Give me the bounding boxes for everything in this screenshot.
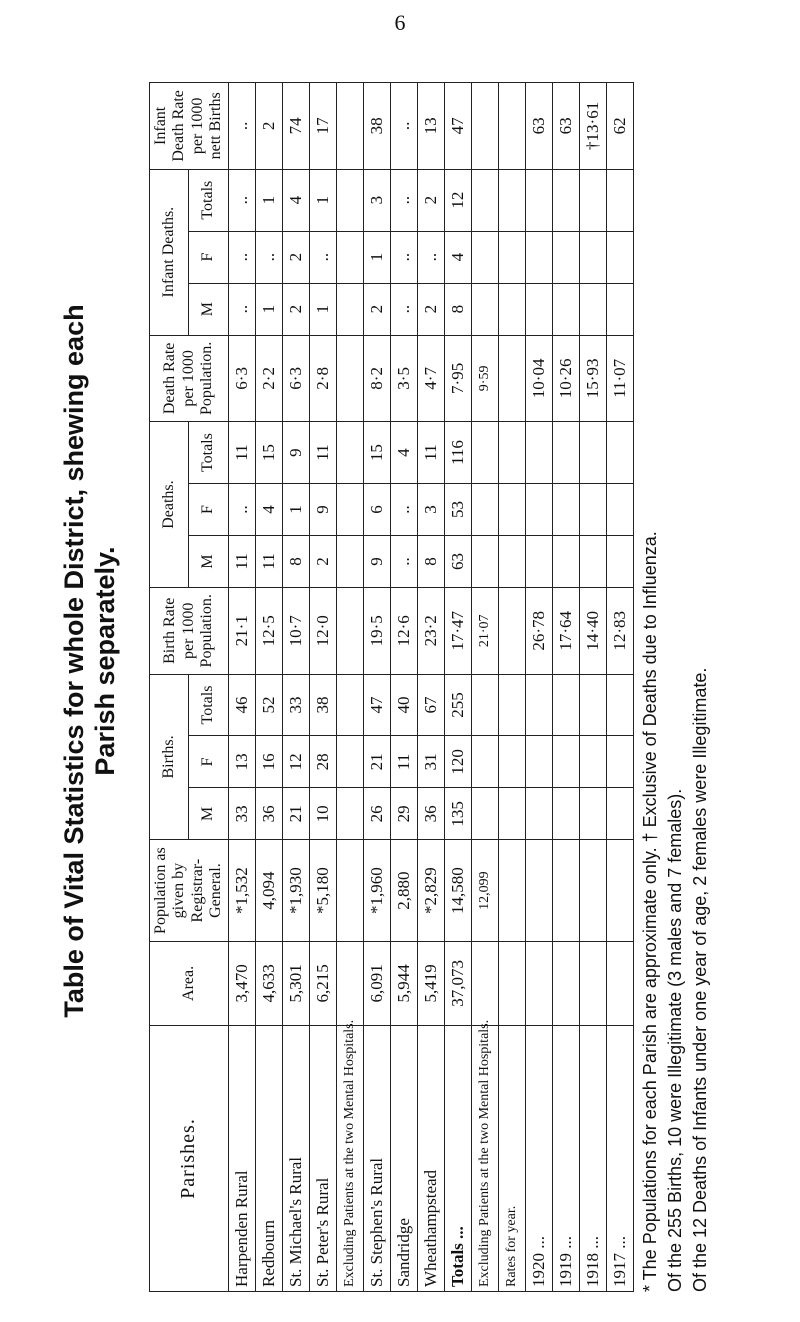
cell-death-rate (336, 335, 363, 422)
cell-parish: Excluding Patients at the two Mental Hospitals. (336, 1025, 363, 1291)
cell-deaths-m (606, 536, 633, 588)
cell-deaths-f (552, 484, 579, 536)
cell-birth-rate: 12·0 (309, 587, 336, 674)
cell-population (525, 840, 552, 941)
cell-birth-rate: 14·40 (579, 587, 606, 674)
cell-births-f (336, 736, 363, 788)
cell-infant-f: 4 (444, 231, 471, 283)
footnote-births: Of the 255 Births, 10 were Illegitimate (3 males and 7 females). (665, 788, 685, 1292)
cell-births-t: 46 (228, 674, 255, 736)
cell-infant-rate: 62 (606, 83, 633, 170)
cell-infant-rate: 13 (417, 83, 444, 170)
cell-deaths-t (336, 422, 363, 484)
cell-infant-m: .. (228, 283, 255, 335)
cell-area: 6,091 (363, 941, 390, 1025)
cell-deaths-m: 11 (228, 536, 255, 588)
cell-infant-rate: 63 (525, 83, 552, 170)
cell-births-t (552, 674, 579, 736)
cell-births-f (471, 736, 498, 788)
cell-deaths-t: 11 (228, 422, 255, 484)
cell-births-f (498, 736, 525, 788)
cell-infant-f (336, 231, 363, 283)
table-body (228, 83, 633, 1292)
cell-infant-m (552, 283, 579, 335)
cell-infant-t (471, 169, 498, 231)
cell-births-m (606, 788, 633, 840)
cell-infant-f: .. (255, 231, 282, 283)
cell-births-m (471, 788, 498, 840)
cell-births-f: 12 (282, 736, 309, 788)
cell-population (606, 840, 633, 941)
cell-births-f: 21 (363, 736, 390, 788)
cell-infant-t (498, 169, 525, 231)
cell-deaths-f (471, 484, 498, 536)
table-row (525, 83, 552, 1292)
cell-area: 4,633 (255, 941, 282, 1025)
cell-parish: Excluding Patients at the two Mental Hospitals. (471, 1025, 498, 1291)
cell-death-rate: 9·59 (471, 335, 498, 422)
cell-area (498, 941, 525, 1025)
header-birth-rate: Birth Rate per 1000 Population. (150, 587, 229, 674)
cell-population: *1,532 (228, 840, 255, 941)
cell-infant-rate: .. (228, 83, 255, 170)
header-deaths-totals: Totals (189, 422, 228, 484)
cell-infant-f: 1 (363, 231, 390, 283)
cell-infant-t: 2 (417, 169, 444, 231)
cell-births-t: 47 (363, 674, 390, 736)
cell-infant-m (579, 283, 606, 335)
cell-infant-rate: †13·61 (579, 83, 606, 170)
cell-deaths-t: 11 (417, 422, 444, 484)
cell-infant-t (525, 169, 552, 231)
cell-births-m (336, 788, 363, 840)
cell-infant-f (471, 231, 498, 283)
header-infant-totals: Totals (189, 169, 228, 231)
cell-births-m: 26 (363, 788, 390, 840)
cell-deaths-f: .. (390, 484, 417, 536)
cell-deaths-t: 9 (282, 422, 309, 484)
cell-infant-t: 12 (444, 169, 471, 231)
cell-infant-m: 2 (363, 283, 390, 335)
cell-births-m: 135 (444, 788, 471, 840)
cell-births-f (579, 736, 606, 788)
cell-deaths-m: 63 (444, 536, 471, 588)
cell-deaths-f: 4 (255, 484, 282, 536)
header-infant-f: F (189, 231, 228, 283)
cell-parish: Sandridge (390, 1025, 417, 1291)
footnote-population: * The Populations for each Parish are approximate only. † Exclusive of Deaths due to Influenza. (640, 531, 660, 1292)
cell-infant-m (471, 283, 498, 335)
cell-infant-t (336, 169, 363, 231)
cell-infant-m (606, 283, 633, 335)
cell-deaths-t: 15 (363, 422, 390, 484)
cell-infant-m (336, 283, 363, 335)
cell-infant-t (552, 169, 579, 231)
cell-births-t: 67 (417, 674, 444, 736)
cell-infant-m: .. (390, 283, 417, 335)
cell-births-m: 29 (390, 788, 417, 840)
cell-population: *1,930 (282, 840, 309, 941)
cell-births-t (525, 674, 552, 736)
cell-births-f: 16 (255, 736, 282, 788)
cell-infant-f (606, 231, 633, 283)
header-births-m: M (189, 788, 228, 840)
cell-death-rate: 11·07 (606, 335, 633, 422)
cell-population: 12,099 (471, 840, 498, 941)
cell-births-m: 10 (309, 788, 336, 840)
cell-area (471, 941, 498, 1025)
cell-births-m (552, 788, 579, 840)
cell-births-m: 21 (282, 788, 309, 840)
cell-births-t (606, 674, 633, 736)
cell-death-rate: 10·04 (525, 335, 552, 422)
cell-infant-f: .. (390, 231, 417, 283)
cell-death-rate: 3·5 (390, 335, 417, 422)
header-population: Population as given by Registrar-General. (150, 840, 229, 941)
cell-deaths-m: .. (390, 536, 417, 588)
cell-death-rate: 10·26 (552, 335, 579, 422)
cell-birth-rate: 17·64 (552, 587, 579, 674)
header-deaths-m: M (189, 536, 228, 588)
cell-death-rate: 2·8 (309, 335, 336, 422)
cell-births-m (525, 788, 552, 840)
cell-population: *5,180 (309, 840, 336, 941)
cell-infant-rate: 17 (309, 83, 336, 170)
table-row (228, 83, 255, 1292)
cell-deaths-t: 11 (309, 422, 336, 484)
cell-area: 3,470 (228, 941, 255, 1025)
cell-deaths-t: 15 (255, 422, 282, 484)
header-births-totals: Totals (189, 674, 228, 736)
cell-birth-rate (336, 587, 363, 674)
cell-parish: Rates for year. (498, 1025, 525, 1291)
cell-deaths-f: 3 (417, 484, 444, 536)
cell-parish: 1920 ... (525, 1025, 552, 1291)
header-area: Area. (150, 941, 229, 1025)
cell-infant-rate (336, 83, 363, 170)
cell-births-m: 33 (228, 788, 255, 840)
header-infant-m: M (189, 283, 228, 335)
cell-area: 37,073 (444, 941, 471, 1025)
cell-death-rate (498, 335, 525, 422)
cell-deaths-t (525, 422, 552, 484)
cell-death-rate: 6·3 (228, 335, 255, 422)
cell-parish: St. Michael's Rural (282, 1025, 309, 1291)
cell-death-rate: 2·2 (255, 335, 282, 422)
cell-deaths-f: 6 (363, 484, 390, 536)
cell-population: 2,880 (390, 840, 417, 941)
header-births: Births. (150, 674, 189, 840)
cell-population (336, 840, 363, 941)
cell-parish: St. Peter's Rural (309, 1025, 336, 1291)
cell-parish: St. Stephen's Rural (363, 1025, 390, 1291)
cell-births-t (579, 674, 606, 736)
cell-infant-f (552, 231, 579, 283)
cell-births-f: 11 (390, 736, 417, 788)
cell-death-rate: 15·93 (579, 335, 606, 422)
header-deaths-f: F (189, 484, 228, 536)
cell-deaths-t (579, 422, 606, 484)
cell-births-f (606, 736, 633, 788)
cell-area: 6,215 (309, 941, 336, 1025)
cell-population (579, 840, 606, 941)
cell-births-t: 255 (444, 674, 471, 736)
cell-infant-m: 2 (417, 283, 444, 335)
cell-births-t: 40 (390, 674, 417, 736)
cell-infant-t: 1 (255, 169, 282, 231)
cell-death-rate: 7·95 (444, 335, 471, 422)
cell-birth-rate: 17·47 (444, 587, 471, 674)
cell-births-f (552, 736, 579, 788)
cell-births-m: 36 (255, 788, 282, 840)
cell-area: 5,301 (282, 941, 309, 1025)
cell-infant-f: .. (228, 231, 255, 283)
cell-deaths-m (552, 536, 579, 588)
cell-population: *1,960 (363, 840, 390, 941)
cell-death-rate: 8·2 (363, 335, 390, 422)
cell-birth-rate: 19·5 (363, 587, 390, 674)
cell-births-f: 120 (444, 736, 471, 788)
cell-parish: Redbourn (255, 1025, 282, 1291)
cell-area: 5,944 (390, 941, 417, 1025)
cell-infant-rate (498, 83, 525, 170)
cell-deaths-f (579, 484, 606, 536)
cell-births-m (498, 788, 525, 840)
cell-deaths-f (336, 484, 363, 536)
vital-statistics-table (149, 82, 634, 1292)
cell-infant-rate: 63 (552, 83, 579, 170)
footnote-infant-deaths: Of the 12 Deaths of Infants under one year of age, 2 females were Illegitimate. (690, 667, 710, 1292)
cell-deaths-m (336, 536, 363, 588)
header-death-rate: Death Rate per 1000 Population. (150, 335, 229, 422)
cell-infant-rate (471, 83, 498, 170)
cell-deaths-f (606, 484, 633, 536)
cell-birth-rate (498, 587, 525, 674)
cell-infant-t: 3 (363, 169, 390, 231)
table-row (282, 83, 309, 1292)
cell-parish: Wheathampstead (417, 1025, 444, 1291)
header-infant-rate: Infant Death Rate per 1000 nett Births (150, 83, 229, 170)
cell-infant-m (525, 283, 552, 335)
cell-deaths-f: 9 (309, 484, 336, 536)
table-row (579, 83, 606, 1292)
cell-deaths-t: 116 (444, 422, 471, 484)
cell-deaths-m: 8 (417, 536, 444, 588)
header-infant-deaths: Infant Deaths. (150, 169, 189, 335)
cell-deaths-f: .. (228, 484, 255, 536)
cell-births-t: 38 (309, 674, 336, 736)
cell-infant-f (525, 231, 552, 283)
cell-deaths-t (471, 422, 498, 484)
table-row (444, 83, 471, 1292)
cell-parish: 1917 ... (606, 1025, 633, 1291)
table-heading (53, 0, 133, 1322)
cell-births-f: 13 (228, 736, 255, 788)
cell-births-t: 52 (255, 674, 282, 736)
cell-births-t (336, 674, 363, 736)
cell-deaths-t (552, 422, 579, 484)
cell-infant-t: 1 (309, 169, 336, 231)
cell-infant-t (579, 169, 606, 231)
cell-infant-m: 1 (255, 283, 282, 335)
cell-population (552, 840, 579, 941)
cell-infant-rate: 2 (255, 83, 282, 170)
cell-deaths-m (498, 536, 525, 588)
cell-infant-rate: 74 (282, 83, 309, 170)
cell-death-rate: 4·7 (417, 335, 444, 422)
table-row (606, 83, 633, 1292)
cell-population: 4,094 (255, 840, 282, 941)
cell-births-f: 28 (309, 736, 336, 788)
cell-infant-f: 2 (282, 231, 309, 283)
cell-parish: 1918 ... (579, 1025, 606, 1291)
table-row (255, 83, 282, 1292)
table-row (498, 83, 525, 1292)
cell-deaths-m: 2 (309, 536, 336, 588)
table-row (363, 83, 390, 1292)
cell-birth-rate: 10·7 (282, 587, 309, 674)
cell-deaths-f: 1 (282, 484, 309, 536)
table-title: Table of Vital Statistics for whole District, shewing each (59, 304, 89, 1018)
cell-deaths-f: 53 (444, 484, 471, 536)
cell-infant-f: .. (417, 231, 444, 283)
cell-births-f: 31 (417, 736, 444, 788)
header-deaths: Deaths. (150, 422, 189, 588)
cell-parish: Harpenden Rural (228, 1025, 255, 1291)
cell-deaths-m: 8 (282, 536, 309, 588)
table-row (336, 83, 363, 1292)
cell-infant-m: 1 (309, 283, 336, 335)
cell-infant-f (498, 231, 525, 283)
cell-infant-m: 2 (282, 283, 309, 335)
table-row (390, 83, 417, 1292)
cell-population: 14,580 (444, 840, 471, 941)
cell-births-t (498, 674, 525, 736)
cell-infant-f (579, 231, 606, 283)
cell-deaths-m: 11 (255, 536, 282, 588)
cell-birth-rate: 21·07 (471, 587, 498, 674)
cell-infant-m: 8 (444, 283, 471, 335)
cell-area (336, 941, 363, 1025)
cell-population (498, 840, 525, 941)
rotated-page-content (53, 0, 800, 1322)
cell-parish: Totals ... (444, 1025, 471, 1291)
cell-infant-t: .. (390, 169, 417, 231)
cell-area (552, 941, 579, 1025)
cell-infant-f: .. (309, 231, 336, 283)
cell-birth-rate: 12·5 (255, 587, 282, 674)
page-number: 6 (394, 10, 406, 35)
cell-population: *2,829 (417, 840, 444, 941)
table-row (471, 83, 498, 1292)
cell-area (606, 941, 633, 1025)
cell-deaths-m: 9 (363, 536, 390, 588)
cell-birth-rate: 12·6 (390, 587, 417, 674)
cell-infant-m (498, 283, 525, 335)
cell-births-t: 33 (282, 674, 309, 736)
cell-birth-rate: 23·2 (417, 587, 444, 674)
cell-parish: 1919 ... (552, 1025, 579, 1291)
cell-infant-t (606, 169, 633, 231)
table-row (552, 83, 579, 1292)
cell-infant-rate: 38 (363, 83, 390, 170)
table-subtitle: Parish separately. (90, 546, 120, 776)
cell-birth-rate: 12·83 (606, 587, 633, 674)
header-parishes: Parishes. (150, 1025, 229, 1291)
cell-births-f (525, 736, 552, 788)
cell-deaths-m (579, 536, 606, 588)
footnotes (638, 42, 713, 1292)
cell-births-m (579, 788, 606, 840)
header-births-f: F (189, 736, 228, 788)
cell-area (525, 941, 552, 1025)
cell-infant-t: .. (228, 169, 255, 231)
cell-deaths-t: 4 (390, 422, 417, 484)
cell-deaths-m (525, 536, 552, 588)
cell-deaths-t (606, 422, 633, 484)
cell-infant-rate: 47 (444, 83, 471, 170)
cell-deaths-f (498, 484, 525, 536)
cell-deaths-t (498, 422, 525, 484)
cell-birth-rate: 26·78 (525, 587, 552, 674)
table-row (309, 83, 336, 1292)
cell-births-t (471, 674, 498, 736)
cell-infant-rate: .. (390, 83, 417, 170)
table-row (417, 83, 444, 1292)
cell-birth-rate: 21·1 (228, 587, 255, 674)
cell-infant-t: 4 (282, 169, 309, 231)
cell-deaths-m (471, 536, 498, 588)
cell-death-rate: 6·3 (282, 335, 309, 422)
cell-deaths-f (525, 484, 552, 536)
cell-area (579, 941, 606, 1025)
cell-area: 5,419 (417, 941, 444, 1025)
cell-births-m: 36 (417, 788, 444, 840)
